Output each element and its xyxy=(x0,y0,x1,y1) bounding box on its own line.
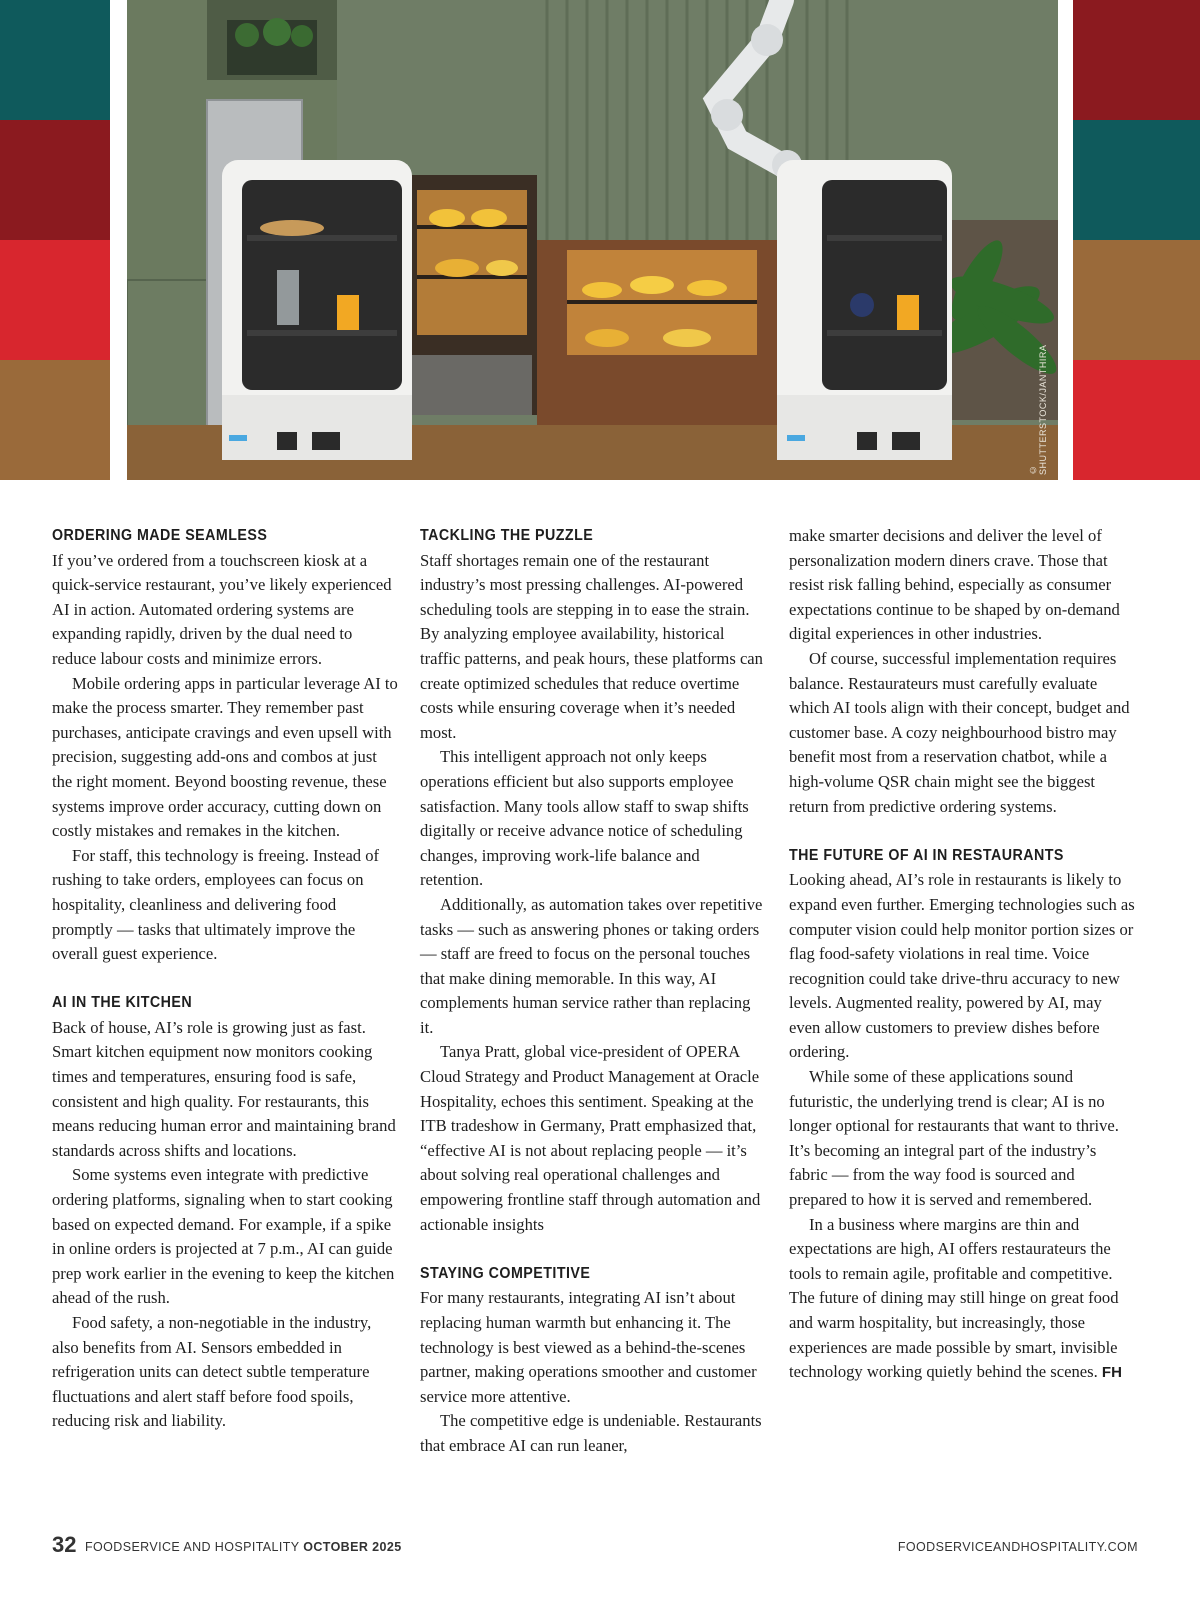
paragraph: make smarter decisions and deliver the level of personalization modern diners crave. Those that resist risk falling behind, especially as consumer expectations continue to be shaped by on-demand digital experiences in other industries. xyxy=(789,526,1120,644)
paragraph: For staff, this technology is freeing. Instead of rushing to take orders, employees can focus on hospitality, cleanliness and delivering food promptly — tasks that ultimately improve the overall guest experience. xyxy=(52,845,380,964)
paragraph-text: In a business where margins are thin and expectations are high, AI offers restaurateurs the tools to remain agile, profitable and competitive. The future of dining may still hinge on great food and warm hospitality, but increasingly, those experiences are made possible by smart, invisible technology working quietly behind the scenes. xyxy=(789,1214,1119,1382)
paragraph: Back of house, AI’s role is growing just as fast. Smart kitchen equipment now monitors cooking times and temperatures, ensuring food is safe, consistent and high quality. For restaurants, this means reducing human error and maintaining brand standards across shifts and locations. xyxy=(52,1017,396,1160)
magazine-title: FOODSERVICE AND HOSPITALITY xyxy=(85,1540,300,1554)
section-heading-puzzle: TACKLING THE PUZZLE xyxy=(420,527,594,544)
bronze-bar xyxy=(0,360,110,480)
paragraph: Food safety, a non-negotiable in the industry, also benefits from AI. Sensors embedded in refrigeration units can detect subtle temperature fluctuations and alert staff before food spoils, reducing risk and liability. xyxy=(52,1313,372,1431)
left-color-bars xyxy=(0,0,110,480)
paragraph: Staff shortages remain one of the restaurant industry’s most pressing challenges. AI-powered scheduling tools are stepping in to ease the strain. By analyzing employee availability, historical traffic patterns, and peak hours, these platforms can create optimized schedules that reduce overtime costs while ensuring coverage when it’s needed most. xyxy=(420,550,763,742)
paragraph xyxy=(789,1213,1135,1386)
paragraph: Additionally, as automation takes over repetitive tasks — such as answering phones or taking orders — staff are freed to focus on the personal touches that make dining memorable. In this way, AI complements human service rather than replacing it. xyxy=(420,894,763,1037)
paragraph: If you’ve ordered from a touchscreen kiosk at a quick-service restaurant, you’ve likely experienced AI in action. Automated ordering systems are expanding rapidly, driven by the dual need to reduce labour costs and minimize errors. xyxy=(52,550,392,668)
hero-image xyxy=(127,0,1058,480)
robot-cafe-illustration xyxy=(127,0,1058,480)
end-sign: FH xyxy=(1101,1364,1122,1382)
page-footer xyxy=(52,1532,1138,1562)
paragraph: While some of these applications sound futuristic, the underlying trend is clear; AI is no longer optional for restaurants that want to thrive. It’s becoming an integral part of the industry’s fabric — from the way food is sourced and prepared to how it is served and remembered. xyxy=(789,1067,1119,1210)
issue-date: OCTOBER 2025 xyxy=(303,1540,402,1554)
photo-credit: © SHUTTERSTOCK/JANTHIRA xyxy=(1028,344,1048,475)
bronze-bar xyxy=(1073,240,1200,360)
article-column-2 xyxy=(420,524,766,1459)
paragraph: For many restaurants, integrating AI isn’t about replacing human warmth but enhancing it. The technology is best viewed as a behind-the-scenes partner, making operations smoother and customer service more attentive. xyxy=(420,1288,757,1406)
red-bar xyxy=(0,240,110,360)
paragraph: Some systems even integrate with predictive ordering platforms, signaling when to start cooking based on expected demand. For example, if a spike in online orders is projected at 7 p.m., AI can guide prep work earlier in the evening to keep the kitchen ahead of the rush. xyxy=(52,1165,395,1308)
red-bar xyxy=(1073,360,1200,480)
article-column-3 xyxy=(789,524,1135,1386)
right-color-bars xyxy=(1073,0,1200,480)
paragraph: Looking ahead, AI’s role in restaurants is likely to expand even further. Emerging technologies such as computer vision could help monitor portion sizes or flag food-safety violations in real time. Voice recognition could take drive-thru accuracy to new levels. Augmented reality, powered by AI, may even allow customers to preview dishes before ordering. xyxy=(789,870,1135,1062)
paragraph: Mobile ordering apps in particular leverage AI to make the process smarter. They remember past purchases, anticipate cravings and even upsell with precision, suggesting add-ons and combos at just the right moment. Beyond boosting revenue, these systems improve order accuracy, cutting down on costly mistakes and remakes in the kitchen. xyxy=(52,673,398,841)
magazine-name xyxy=(85,1540,402,1554)
section-heading-future: THE FUTURE OF AI IN RESTAURANTS xyxy=(789,846,1064,864)
paragraph: Of course, successful implementation requires balance. Restaurateurs must carefully evaluate which AI tools align with their concept, budget and customer base. A cozy neighbourhood bistro may benefit most from a reservation chatbot, while a high-volume QSR chain might see the biggest return from predictive ordering systems. xyxy=(789,648,1130,816)
teal-bar xyxy=(0,0,110,120)
maroon-bar xyxy=(0,120,110,240)
paragraph: Tanya Pratt, global vice-president of OPERA Cloud Strategy and Product Management at Oracle Hospitality, echoes this sentiment. Speaking at the ITB tradeshow in Germany, Pratt emphasized that, “effective AI is not about replacing people — it’s about solving real operational challenges and empowering frontline staff through automation and actionable insights xyxy=(420,1042,761,1234)
article-column-1 xyxy=(52,524,398,1434)
section-heading-kitchen: AI IN THE KITCHEN xyxy=(52,994,193,1012)
section-heading-ordering: ORDERING MADE SEAMLESS xyxy=(52,527,268,544)
section-heading-competitive: STAYING COMPETITIVE xyxy=(420,1264,591,1282)
teal-bar xyxy=(1073,120,1200,240)
paragraph: This intelligent approach not only keeps operations efficient but also supports employee satisfaction. Many tools allow staff to swap shifts digitally or receive advance notice of scheduling changes, improving work-life balance and retention. xyxy=(420,747,749,890)
maroon-bar xyxy=(1073,0,1200,120)
page-number: 32 xyxy=(52,1532,77,1557)
website-url: FOODSERVICEANDHOSPITALITY.COM xyxy=(897,1540,1138,1554)
paragraph: The competitive edge is undeniable. Restaurants that embrace AI can run leaner, xyxy=(420,1411,762,1455)
